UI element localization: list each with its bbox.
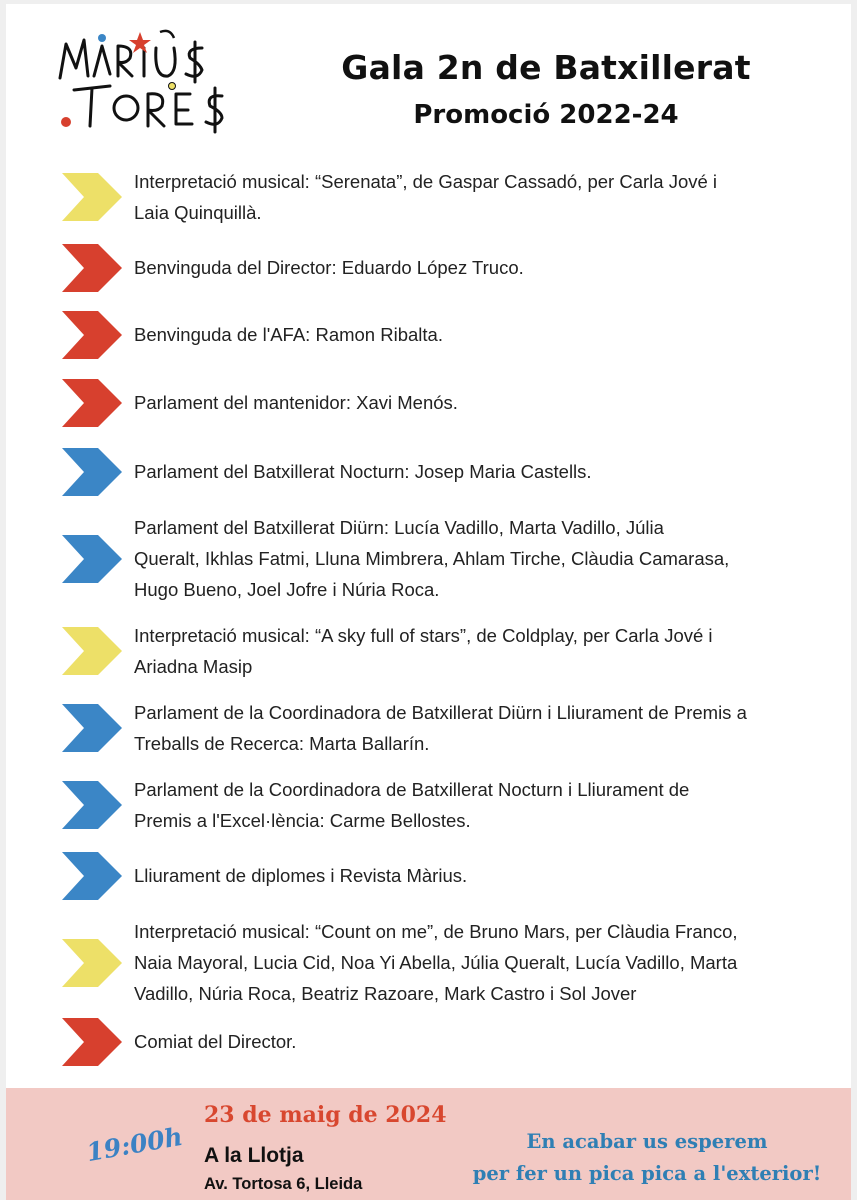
program-item-line: Interpretació musical: “A sky full of stars”, de Coldplay, per Carla Jové i (134, 625, 713, 646)
blue-chevron-icon (62, 448, 122, 496)
program-item-line: Vadillo, Núria Roca, Beatriz Razoare, Mark Castro i Sol Jover (134, 983, 637, 1004)
program-item-text (134, 166, 814, 228)
red-chevron-icon (62, 1018, 122, 1066)
program-item-text (134, 319, 814, 350)
program-item-line: Comiat del Director. (134, 1031, 297, 1052)
program-item-line: Laia Quinquillà. (134, 202, 262, 223)
class-year-subtitle: Promoció 2022-24 (413, 100, 679, 130)
invite-line-2: per fer un pica pica a l'exterior! (472, 1162, 822, 1185)
footer-banner (6, 1088, 851, 1200)
event-title: Gala 2n de Batxillerat (341, 48, 751, 87)
program-item-line: Queralt, Ikhlas Fatmi, Lluna Mimbrera, Ahlam Tirche, Clàudia Camarasa, (134, 548, 730, 569)
marius-torres-logo (52, 26, 230, 136)
yellow-chevron-icon (62, 939, 122, 987)
red-chevron-icon (62, 379, 122, 427)
program-item-line: Interpretació musical: “Serenata”, de Gaspar Cassadó, per Carla Jové i (134, 171, 718, 192)
program-item-text (134, 1026, 814, 1057)
program-item-line: Premis a l'Excel·lència: Carme Bellostes. (134, 810, 471, 831)
red-chevron-icon (62, 244, 122, 292)
blue-chevron-icon (62, 535, 122, 583)
program-item-line: Parlament del Batxillerat Nocturn: Josep Maria Castells. (134, 461, 592, 482)
program-item-line: Benvinguda de l'AFA: Ramon Ribalta. (134, 324, 443, 345)
event-date: 23 de maig de 2024 (204, 1102, 447, 1128)
venue-name: A la Llotja (204, 1144, 304, 1167)
event-time: 19:00h (84, 1121, 185, 1168)
program-item-line: Benvinguda del Director: Eduardo López Truco. (134, 257, 524, 278)
program-item-line: Parlament de la Coordinadora de Batxillerat Nocturn i Lliurament de (134, 779, 690, 800)
program-item-text (134, 387, 814, 418)
yellow-chevron-icon (62, 173, 122, 221)
blue-chevron-icon (62, 852, 122, 900)
program-item-text (134, 620, 814, 682)
program-item-line: Lliurament de diplomes i Revista Màrius. (134, 865, 468, 886)
yellow-chevron-icon (62, 627, 122, 675)
program-item-text (134, 456, 814, 487)
program-item-line: Hugo Bueno, Joel Jofre i Núria Roca. (134, 579, 440, 600)
program-item-text (134, 512, 814, 605)
red-chevron-icon (62, 311, 122, 359)
venue-address: Av. Tortosa 6, Lleida (204, 1175, 363, 1193)
program-item-line: Interpretació musical: “Count on me”, de Bruno Mars, per Clàudia Franco, (134, 921, 738, 942)
program-item-line: Ariadna Masip (134, 656, 253, 677)
program-item-text (134, 252, 814, 283)
poster (6, 4, 851, 1200)
program-item-line: Naia Mayoral, Lucia Cid, Noa Yi Abella, Júlia Queralt, Lucía Vadillo, Marta (134, 952, 738, 973)
program-item-text (134, 916, 814, 1009)
invite-line-1: En acabar us esperem (526, 1130, 768, 1153)
program-item-line: Parlament de la Coordinadora de Batxillerat Diürn i Lliurament de Premis a (134, 702, 747, 723)
program-item-line: Treballs de Recerca: Marta Ballarín. (134, 733, 430, 754)
program-item-line: Parlament del mantenidor: Xavi Menós. (134, 392, 458, 413)
program-item-text (134, 860, 814, 891)
program-item-text (134, 697, 814, 759)
blue-chevron-icon (62, 781, 122, 829)
blue-chevron-icon (62, 704, 122, 752)
program-item-text (134, 774, 814, 836)
program-item-line: Parlament del Batxillerat Diürn: Lucía Vadillo, Marta Vadillo, Júlia (134, 517, 664, 538)
